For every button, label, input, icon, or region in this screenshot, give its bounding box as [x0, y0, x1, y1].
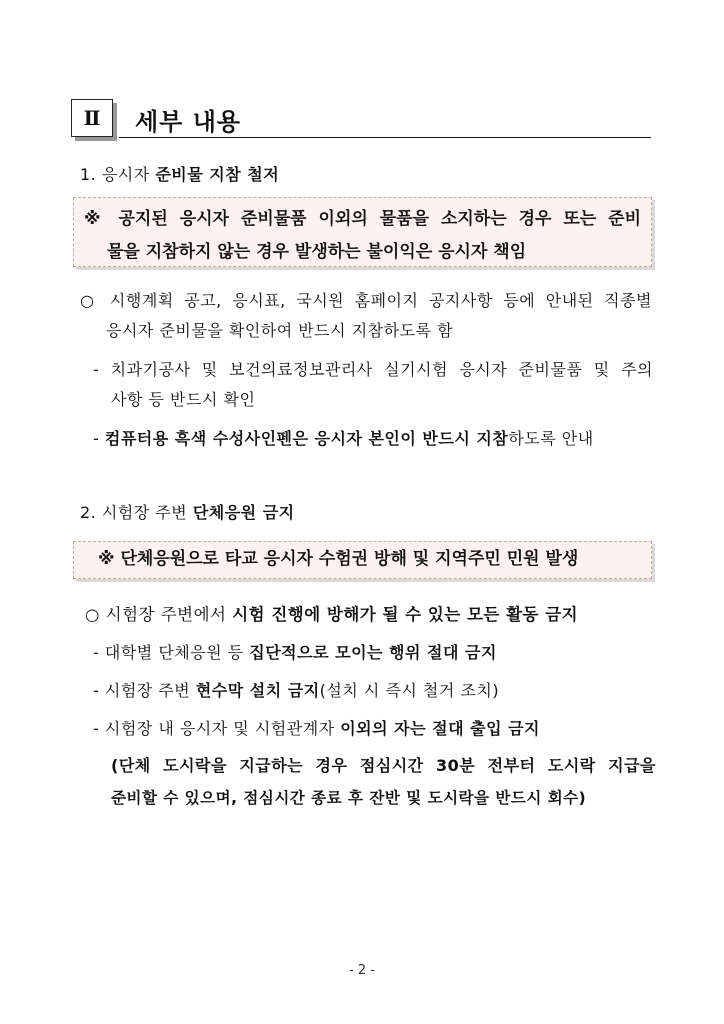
item2-dash3-bold: 이외의 자는 절대 출입 금지	[340, 719, 541, 738]
section-number-box	[71, 99, 113, 137]
item2-paren-line1: (단체 도시락을 지급하는 경우 점심시간 30분 전부터 도시락 지급을	[111, 756, 656, 775]
item2-dash3	[93, 716, 540, 739]
item1-heading-plain: 1. 응시자	[80, 165, 156, 184]
item1-dash2-bold: 컴퓨터용 흑색 수성사인펜은 응시자 본인이 반드시 지참	[104, 429, 509, 448]
section-title: 세부 내용	[135, 108, 242, 136]
item2-notice-box	[73, 541, 652, 579]
item2-circle-bold: 시험 진행에 방해가 될 수 있는 모든 활동 금지	[232, 605, 579, 624]
item1-dash2-plain: 하도록 안내	[508, 429, 594, 448]
item2-dash2	[93, 678, 499, 701]
item2-heading-plain: 2. 시험장 주변	[80, 503, 193, 522]
item1-circle-line2: 응시자 준비물을 확인하여 반드시 지참하도록 함	[106, 321, 454, 340]
item1-dash1-line2: 사항 등 반드시 확인	[111, 390, 256, 409]
item2-dash2-tail: (설치 시 즉시 철거 조치)	[319, 681, 500, 700]
item2-circle-plain: ○ 시험장 주변에서	[85, 605, 233, 624]
item1-notice-line1: ※ 공지된 응시자 준비물품 이외의 물품을 소지하는 경우 또는 준비	[84, 209, 641, 229]
item1-dash1-line1: - 치과기공사 및 보건의료정보관리사 실기시험 응시자 준비물품 및 주의	[93, 360, 653, 379]
item1-heading-bold: 준비물 지참 철저	[155, 165, 280, 184]
item2-circle	[85, 601, 578, 625]
item2-dash1-bold: 집단적으로 모이는 행위 절대 금지	[249, 643, 497, 662]
item1-circle-line1: ○ 시행계획 공고, 응시표, 국시원 홈페이지 공지사항 등에 안내된 직종별	[80, 291, 652, 310]
item2-heading-bold: 단체응원 금지	[192, 503, 295, 522]
item2-dash3-plain: - 시험장 내 응시자 및 시험관계자	[93, 719, 341, 738]
item2-dash2-plain: - 시험장 주변	[93, 681, 196, 700]
item2-paren-line2: 준비할 수 있으며, 점심시간 종료 후 잔반 및 도시락을 반드시 회수)	[111, 789, 587, 807]
item2-heading	[80, 500, 295, 523]
item1-dash2-prefix: -	[93, 429, 105, 448]
item1-notice-box	[73, 197, 652, 267]
section-number: Ⅱ	[83, 106, 101, 130]
item1-heading	[80, 162, 279, 185]
page-number: - 2 -	[349, 963, 375, 978]
item2-dash2-bold: 현수막 설치 금지	[195, 681, 320, 700]
item2-dash1	[93, 640, 497, 663]
item2-notice-text: ※ 단체응원으로 타교 응시자 수험권 방해 및 지역주민 민원 발생	[98, 549, 579, 569]
item1-notice-line2: 물을 지참하지 않는 경우 발생하는 불이익은 응시자 책임	[107, 242, 527, 262]
item1-dash2	[93, 426, 594, 449]
item2-dash1-plain: - 대학별 단체응원 등	[93, 643, 250, 662]
section-divider	[119, 137, 651, 138]
